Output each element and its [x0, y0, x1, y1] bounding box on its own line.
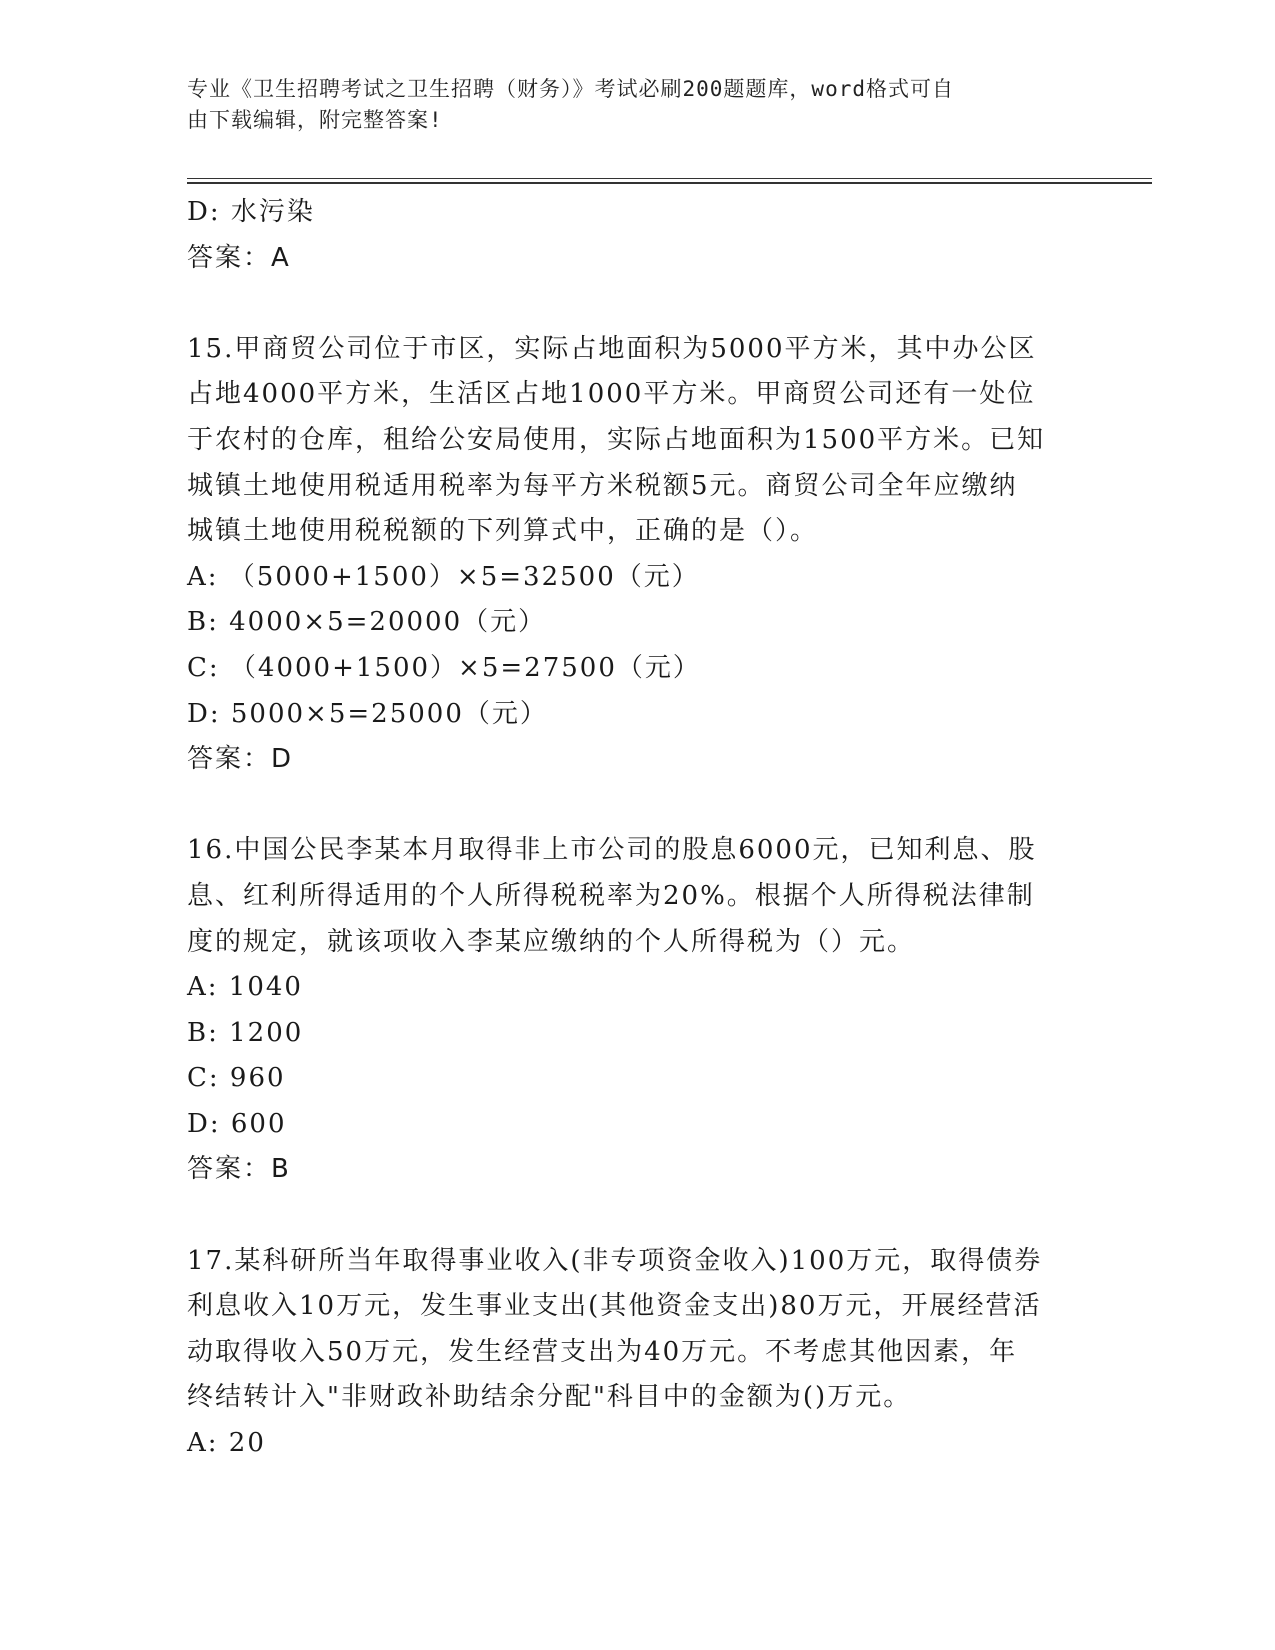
header-line-2: 由下载编辑，附完整答案! [187, 108, 443, 132]
question-15 [187, 327, 1087, 783]
option-a: A: 20 [187, 1428, 266, 1459]
option-b: B: 4000×5=20000（元） [187, 607, 547, 638]
header-line-1: 专业《卫生招聘考试之卫生招聘（财务）》考试必刷200题题库，word格式可自 [187, 77, 954, 101]
option-c: C: 960 [187, 1063, 286, 1094]
question-stem-line: 17.某科研所当年取得事业收入(非专项资金收入)100万元，取得债券 [187, 1245, 1043, 1276]
question-17 [187, 1239, 1087, 1467]
option-d: D: 5000×5=25000（元） [187, 698, 548, 729]
question-16 [187, 828, 1087, 1193]
question-stem-line: 动取得收入50万元，发生经营支出为40万元。不考虑其他因素，年 [187, 1336, 1018, 1367]
question-content [187, 190, 1087, 1467]
answer-line: 答案：A [187, 242, 291, 273]
option-d: D: 水污染 [187, 197, 315, 227]
header-divider-thin [187, 178, 1152, 179]
question-stem-line: 15.甲商贸公司位于市区，实际占地面积为5000平方米，其中办公区 [187, 333, 1037, 364]
question-stem-line: 城镇土地使用税税额的下列算式中，正确的是（）。 [187, 516, 819, 547]
spacer [187, 1193, 1087, 1239]
question-stem-line: 城镇土地使用税适用税率为每平方米税额5元。商贸公司全年应缴纳 [187, 470, 1018, 501]
question-stem-line: 于农村的仓库，租给公安局使用，实际占地面积为1500平方米。已知 [187, 424, 1046, 455]
option-d: D: 600 [187, 1108, 287, 1139]
option-a: A: （5000+1500）×5=32500（元） [187, 561, 700, 592]
document-header [187, 74, 1067, 136]
spacer [187, 281, 1087, 327]
question-stem-line: 利息收入10万元，发生事业支出(其他资金支出)80万元，开展经营活 [187, 1291, 1042, 1322]
question-stem-line: 16.中国公民李某本月取得非上市公司的股息6000元，已知利息、股 [187, 835, 1037, 866]
option-b: B: 1200 [187, 1017, 304, 1048]
answer-line: 答案：B [187, 1154, 291, 1185]
option-c: C: （4000+1500）×5=27500（元） [187, 652, 701, 683]
answer-line: 答案：D [187, 744, 294, 775]
option-a: A: 1040 [187, 972, 303, 1003]
question-stem-line: 度的规定，就该项收入李某应缴纳的个人所得税为（）元。 [187, 926, 916, 957]
header-divider-thick [187, 182, 1152, 184]
question-stem-line: 息、红利所得适用的个人所得税税率为20%。根据个人所得税法律制 [187, 880, 1035, 911]
question-stem-line: 占地4000平方米，生活区占地1000平方米。甲商贸公司还有一处位 [187, 379, 1036, 410]
spacer [187, 783, 1087, 829]
question-stem-line: 终结转计入"非财政补助结余分配"科目中的金额为()万元。 [187, 1382, 912, 1413]
